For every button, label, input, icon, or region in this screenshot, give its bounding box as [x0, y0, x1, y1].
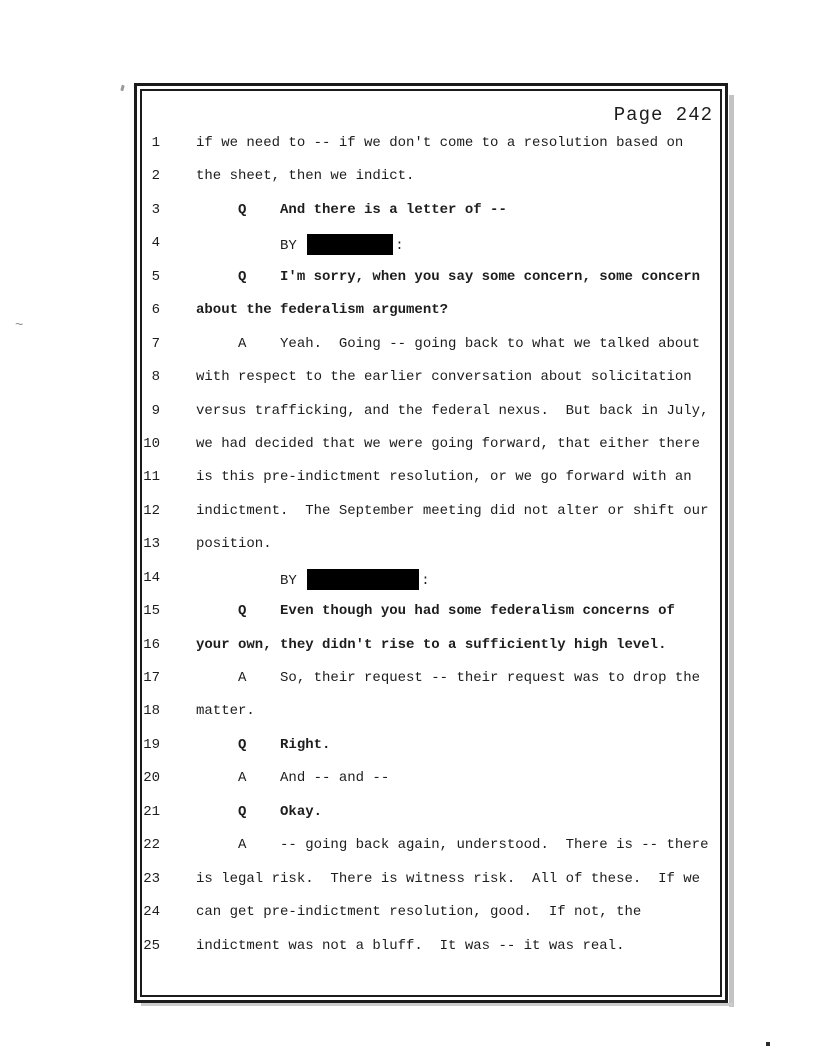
line-number: 12 — [143, 502, 160, 519]
line-text: we had decided that we were going forward, that either there — [196, 435, 701, 452]
page-shadow-right — [729, 95, 734, 1007]
line-text: about the federalism argument? — [196, 302, 449, 319]
line-text: A -- going back again, understood. There is -- there — [196, 837, 709, 854]
transcript-line — [142, 336, 720, 369]
line-number: 7 — [151, 335, 160, 352]
line-text: your own, they didn't rise to a sufficiently high level. — [196, 636, 667, 653]
transcript-line — [142, 469, 720, 502]
line-number: 11 — [143, 469, 160, 486]
line-number: 15 — [143, 603, 160, 620]
line-number: 19 — [143, 736, 160, 753]
line-text: Q Right. — [196, 736, 331, 753]
line-number: 10 — [143, 435, 160, 452]
line-text: with respect to the earlier conversation about solicitation — [196, 369, 692, 386]
by-suffix: : — [421, 572, 430, 589]
by-prefix: BY — [196, 572, 306, 589]
page-border — [134, 83, 728, 1003]
transcript-line — [142, 269, 720, 302]
line-number: 9 — [151, 402, 160, 419]
line-text — [196, 570, 430, 591]
transcript-line — [142, 403, 720, 436]
line-text: Q And there is a letter of -- — [196, 201, 507, 218]
line-number: 4 — [151, 235, 160, 252]
line-number: 1 — [151, 135, 160, 151]
line-number: 8 — [151, 369, 160, 386]
transcript-line — [142, 938, 720, 971]
transcript-line — [142, 670, 720, 703]
line-number: 18 — [143, 703, 160, 720]
line-text: is this pre-indictment resolution, or we go forward with an — [196, 469, 692, 486]
scan-artifact-dot — [766, 1042, 770, 1046]
line-text: can get pre-indictment resolution, good. If not, the — [196, 904, 642, 921]
line-text: indictment. The September meeting did not alter or shift our — [196, 502, 709, 519]
transcript-body — [142, 135, 720, 971]
line-number: 6 — [151, 302, 160, 319]
transcript-line — [142, 737, 720, 770]
line-text: versus trafficking, and the federal nexus. But back in July, — [196, 402, 709, 419]
line-text: is legal risk. There is witness risk. All of these. If we — [196, 870, 701, 887]
line-text: Q Okay. — [196, 803, 323, 820]
transcript-line — [142, 837, 720, 870]
scan-artifact-squiggle: ~ — [15, 318, 24, 334]
line-text: A Yeah. Going -- going back to what we talked about — [196, 335, 701, 352]
transcript-line — [142, 703, 720, 736]
transcript-line-redacted — [142, 570, 720, 603]
line-text — [196, 235, 404, 256]
transcript-line — [142, 135, 720, 168]
line-number: 16 — [143, 636, 160, 653]
transcript-line — [142, 436, 720, 469]
line-number: 14 — [143, 569, 160, 586]
line-number: 13 — [143, 536, 160, 553]
line-text: Q Even though you had some federalism concerns of — [196, 603, 675, 620]
page-number: Page 242 — [613, 104, 713, 126]
line-number: 3 — [151, 201, 160, 218]
transcript-line — [142, 168, 720, 201]
transcript-line — [142, 603, 720, 636]
transcript-line — [142, 536, 720, 569]
line-number: 22 — [143, 837, 160, 854]
line-text: A And -- and -- — [196, 770, 390, 787]
line-number: 24 — [143, 904, 160, 921]
line-text: A So, their request -- their request was to drop the — [196, 670, 701, 686]
transcript-line — [142, 804, 720, 837]
line-text: matter. — [196, 703, 255, 720]
transcript-line — [142, 202, 720, 235]
redaction-bar — [307, 234, 393, 255]
line-number: 25 — [143, 937, 160, 954]
line-text: if we need to -- if we don't come to a resolution based on — [196, 135, 684, 151]
transcript-line — [142, 637, 720, 670]
line-text: the sheet, then we indict. — [196, 168, 415, 185]
line-number: 5 — [151, 268, 160, 285]
line-number: 23 — [143, 870, 160, 887]
line-number: 17 — [143, 670, 160, 686]
page-shadow-bottom — [141, 1003, 733, 1006]
transcript-line — [142, 770, 720, 803]
line-text: indictment was not a bluff. It was -- it was real. — [196, 937, 625, 954]
line-text: Q I'm sorry, when you say some concern, some concern — [196, 268, 701, 285]
by-prefix: BY — [196, 238, 306, 255]
line-text: position. — [196, 536, 272, 553]
line-number: 21 — [143, 803, 160, 820]
transcript-line — [142, 302, 720, 335]
transcript-line-redacted — [142, 235, 720, 268]
transcript-line — [142, 369, 720, 402]
redaction-bar — [307, 569, 419, 590]
scan-artifact-speck — [120, 85, 124, 92]
by-suffix: : — [395, 238, 404, 255]
line-number: 20 — [143, 770, 160, 787]
transcript-line — [142, 503, 720, 536]
transcript-line — [142, 871, 720, 904]
page-border-inner — [140, 89, 722, 997]
transcript-line — [142, 904, 720, 937]
line-number: 2 — [151, 168, 160, 185]
